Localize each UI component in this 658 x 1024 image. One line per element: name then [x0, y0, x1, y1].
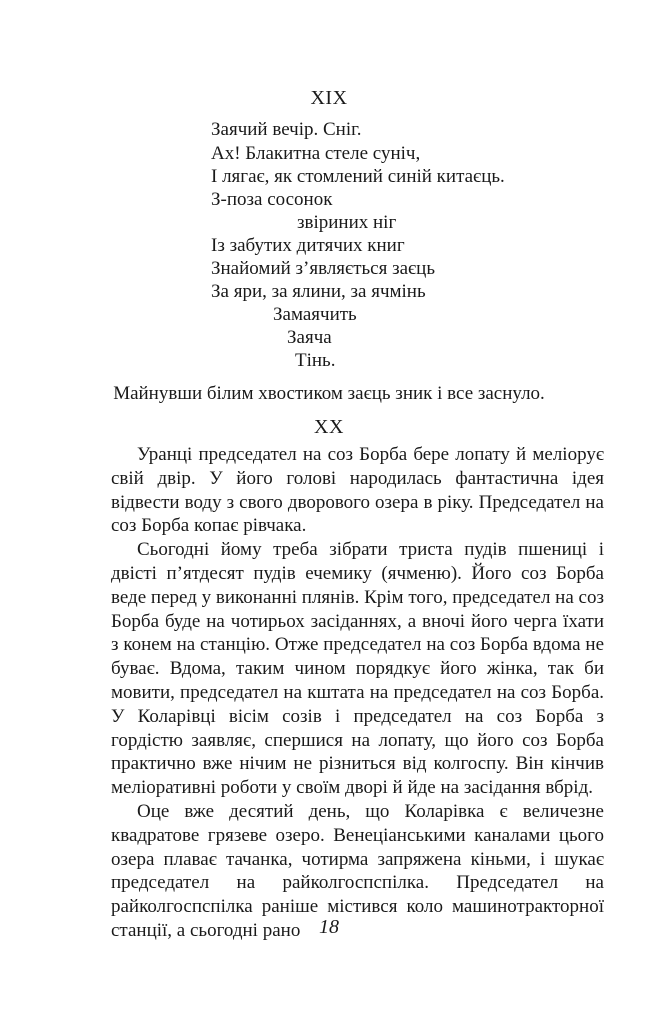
poem-line: Тінь. — [295, 350, 336, 371]
prose-body — [111, 443, 604, 943]
poem-line: Ах! Блакитна стеле суніч, — [211, 143, 421, 164]
paragraph: Уранці председател на соз Борба бере лопату й меліорує свій двір. У його голові народилась фантастична ідея відвести воду з свого дворового озера в ріку. Председател на соз Борба копає рівчака. — [111, 444, 604, 537]
page-number: 18 — [319, 916, 339, 938]
poem-line: За яри, за ялини, за ячмінь — [211, 281, 426, 302]
poem-line: Знайомий з’являється заєць — [211, 258, 436, 279]
closing-line: Майнувши білим хвостиком заєць зник і все заснуло. — [113, 383, 545, 404]
poem-line: Заяча — [287, 327, 332, 348]
paragraph: Оце вже десятий день, що Коларівка є величезне квадратове грязеве озеро. Венеціанськими каналами цього озера плаває тачанка, чотирма запряжена кіньми, і шукає председател на райколгоспспілка. Председател на райколгоспспілка раніше містився коло машинотракторної станції, а сьогодні рано — [111, 800, 604, 941]
poem-line: Заячий вечір. Сніг. — [211, 119, 362, 140]
paragraph: Сьогодні йому треба зібрати триста пудів пшениці і двісті п’ятдесят пудів ечемику (ячменю). Його соз Борба веде перед у виконанні плянів. Крім того, председател на соз Борба буде на чотирьох засіданнях, а вночі його черга їхати з конем на станцію. Отже председател на соз Борба вдома не буває. Вдома, таким чином порядкує його жінка, так би мовити, председател на кштата на председател на соз Борба. У Коларівці вісім созів і председател на соз Борба з гордістю заявляє, спершися на лопату, що його соз Борба практично вже нічим не різниться від колгоспу. Він кінчив меліоративні роботи у своїм дворі й йде на засідання вбрід. — [111, 539, 604, 799]
section-heading-xx: XX — [314, 416, 344, 438]
poem-line: Замаячить — [273, 304, 357, 325]
poem-line: З-поза сосонок — [211, 189, 333, 210]
poem-line: І лягає, як стомлений синій китаєць. — [211, 166, 505, 187]
poem-line: Із забутих дитячих книг — [211, 235, 405, 256]
poem-line: звіриних ніг — [297, 212, 397, 233]
section-heading-xix: XIX — [310, 87, 348, 109]
